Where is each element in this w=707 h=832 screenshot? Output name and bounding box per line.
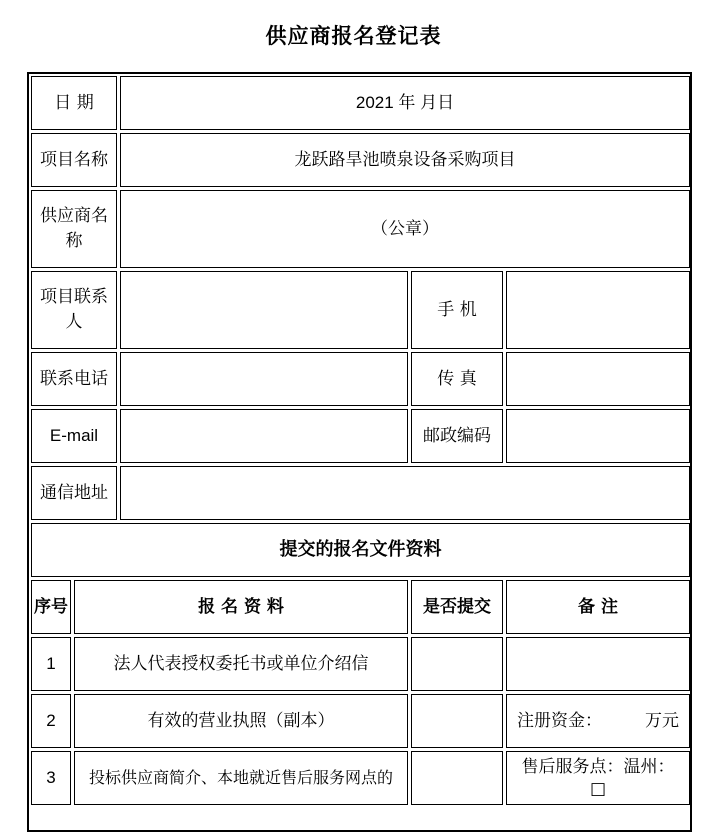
postcode-field[interactable] [506,409,690,463]
registered-capital-label: 注册资金： [517,710,602,731]
docs-header-name: 报 名 资 料 [74,580,408,634]
doc-row-name: 有效的营业执照（副本） [74,694,408,748]
phone-field[interactable] [120,352,408,406]
doc-row-name: 投标供应商简介、本地就近售后服务网点的 [74,751,408,805]
address-label: 通信地址 [31,466,117,520]
after-sales-label: 售后服务点：温州： [521,756,675,777]
date-field[interactable]: 2021 年 月日 [120,76,690,130]
doc-row-no: 3 [31,751,71,805]
registered-capital-unit: 万元 [645,710,679,731]
email-field[interactable] [120,409,408,463]
project-contact-field[interactable] [120,271,408,349]
checkbox-icon[interactable]: □ [589,779,607,799]
phone-label: 联系电话 [31,352,117,406]
address-field[interactable] [120,466,690,520]
supplier-name-field[interactable]: （公章） [120,190,690,268]
doc-row-remarks[interactable] [506,694,690,748]
doc-row-name: 法人代表授权委托书或单位介绍信 [74,637,408,691]
project-name-field[interactable]: 龙跃路旱池喷泉设备采购项目 [120,133,690,187]
doc-row-remarks[interactable] [506,751,690,805]
docs-header-submitted: 是否提交 [411,580,503,634]
fax-label: 传 真 [411,352,503,406]
page-title: 供应商报名登记表 [265,23,442,48]
doc-row-submitted[interactable] [411,694,503,748]
mobile-field[interactable] [506,271,690,349]
project-contact-label: 项目联系人 [31,271,117,349]
doc-row-submitted[interactable] [411,751,503,805]
mobile-label: 手 机 [411,271,503,349]
fax-field[interactable] [506,352,690,406]
doc-row-no: 2 [31,694,71,748]
docs-header-remarks: 备 注 [506,580,690,634]
postcode-label: 邮政编码 [411,409,503,463]
docs-header-no: 序号 [31,580,71,634]
supplier-name-label: 供应商名称 [31,190,117,268]
registration-form-table [27,72,692,832]
docs-section-title: 提交的报名文件资料 [31,523,690,577]
date-label: 日 期 [31,76,117,130]
doc-row-remarks[interactable] [506,637,690,691]
email-label: E-mail [31,409,117,463]
project-name-label: 项目名称 [31,133,117,187]
doc-row-submitted[interactable] [411,637,503,691]
doc-row-no: 1 [31,637,71,691]
